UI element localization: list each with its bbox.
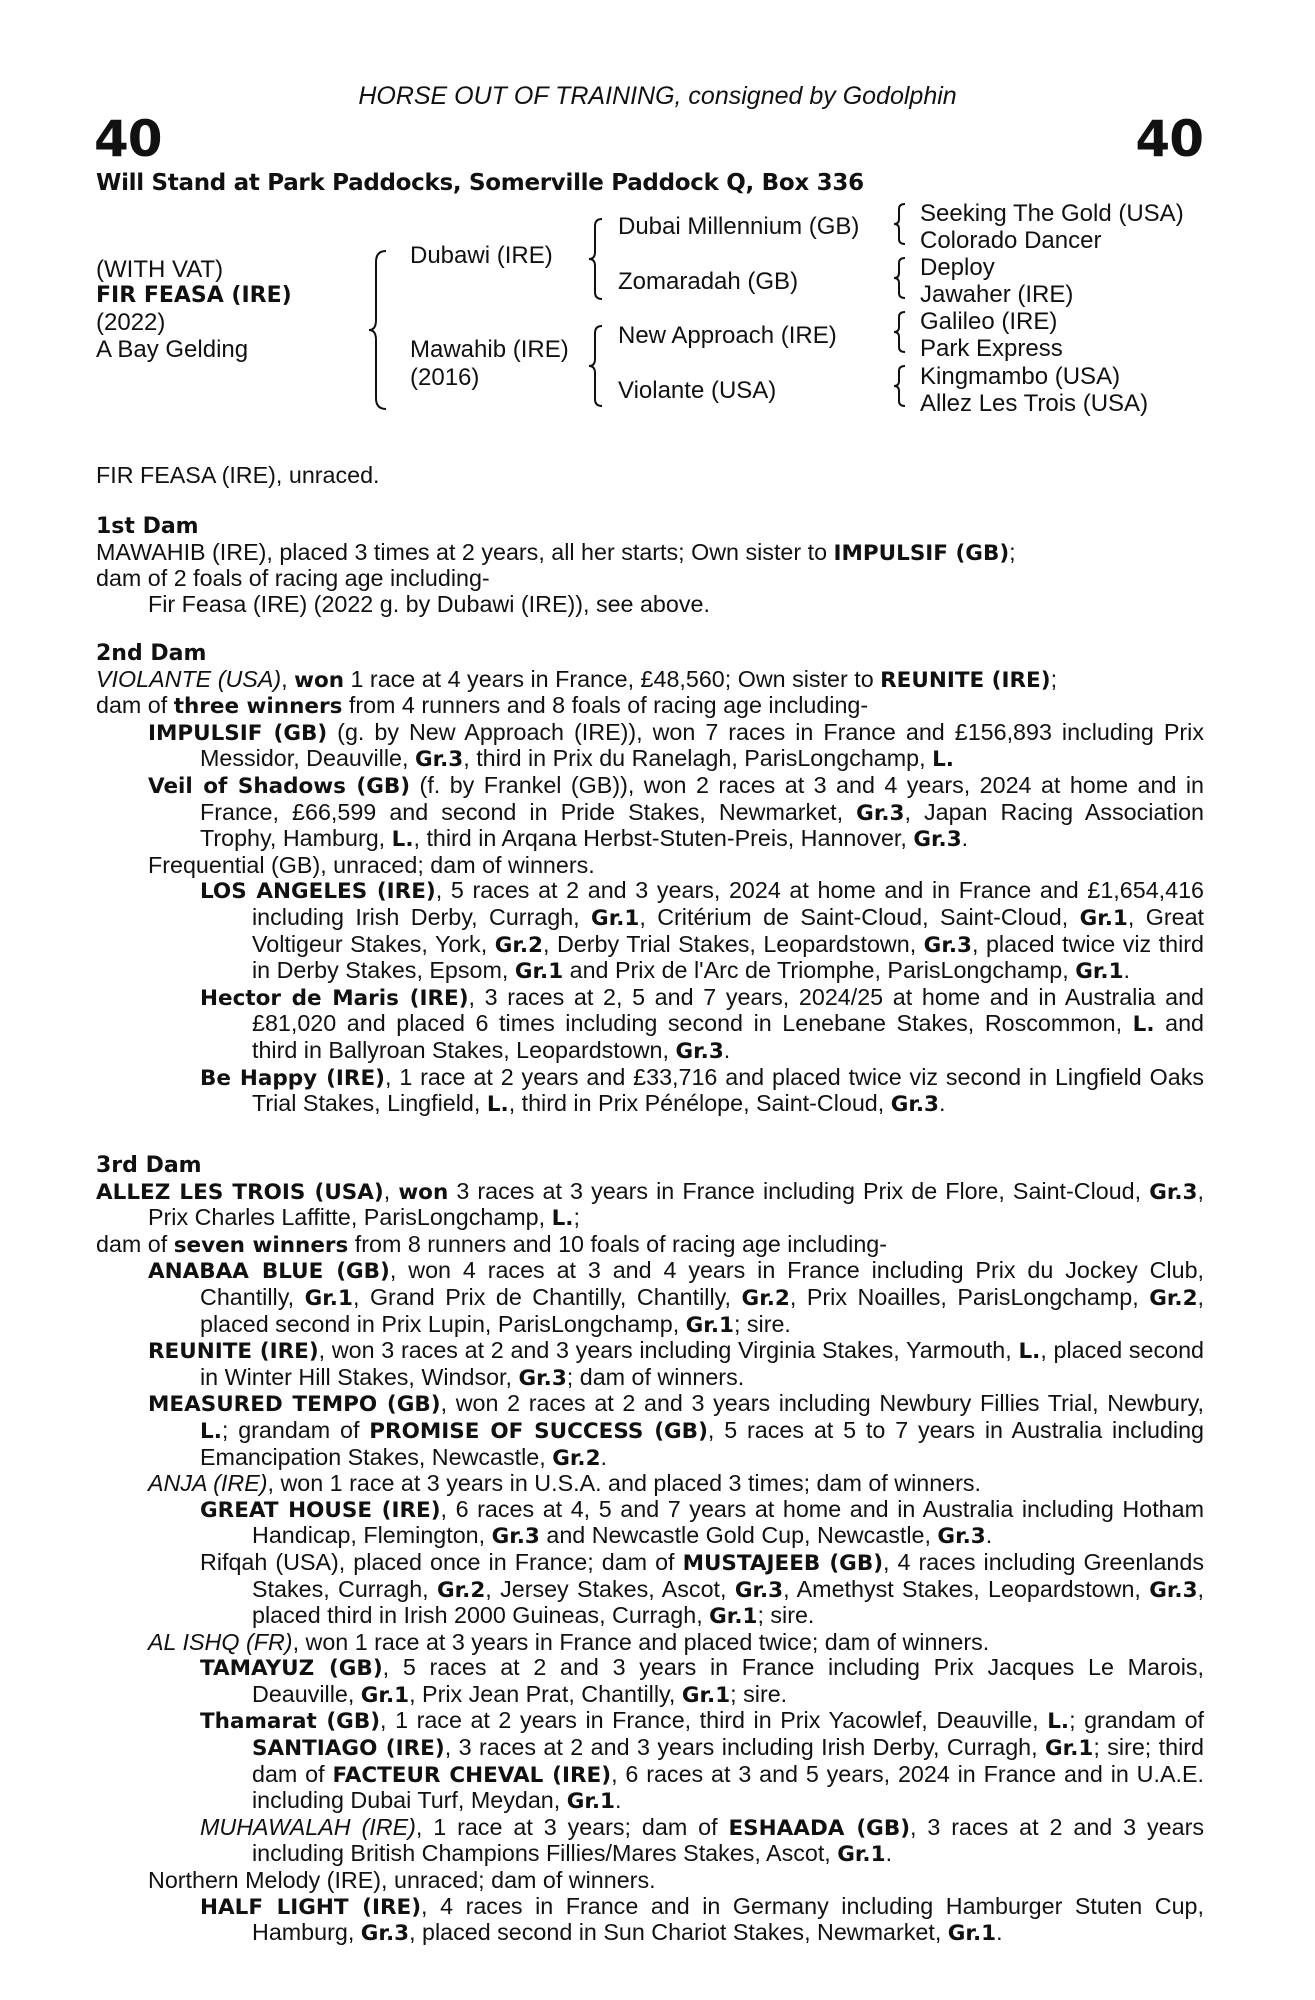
third-dam-section bbox=[96, 1153, 1204, 1947]
first-dam-foal: Fir Feasa (IRE) (2022 g. by Dubawi (IRE)), see above. bbox=[148, 590, 710, 617]
produce-measured-tempo: MEASURED TEMPO (GB), won 2 races at 2 and 3 years including Newbury Fillies Trial, Newbury, L.; grandam of PROMISE OF SUCCESS (GB), 5 races at 5 to 7 years in Australia including Emancipation Stakes, Newcastle, Gr.2. bbox=[148, 1390, 1204, 1471]
first-dam-produce: dam of 2 foals of racing age including- bbox=[96, 565, 490, 592]
lot-number-left: 40 bbox=[94, 110, 162, 168]
pedigree-sire-sire: Dubai Millennium (GB) bbox=[618, 213, 860, 240]
produce-veil-of-shadows: Veil of Shadows (GB) (f. by Frankel (GB)), won 2 races at 3 and 4 years, 2024 at home and in France, £66,599 and second in Pride Stakes, Newmarket, Gr.3, Japan Racing Association Trophy, Hamburg, L., third in Arqana Herbst-Stuten-Preis, Hannover, Gr.3. bbox=[148, 771, 1204, 853]
horse-name: FIR FEASA (IRE) bbox=[96, 283, 292, 308]
produce-thamarat: Thamarat (GB), 1 race at 2 years in France, third in Prix Yacowlef, Deauville, L.; grandam of SANTIAGO (IRE), 3 races at 2 and 3 years including Irish Derby, Curragh, Gr.1; sire; third dam of FACTEUR CHEVAL (IRE), 6 races at 3 and 5 years, 2024 in France and in U.A.E. including Dubai Turf, Meydan, Gr.1. bbox=[200, 1707, 1205, 1815]
produce-muhawalah: MUHAWALAH (IRE), 1 race at 3 years; dam of ESHAADA (GB), 3 races at 2 and 3 years including British Champions Fillies/Mares Stakes, Ascot, Gr.1. bbox=[200, 1813, 1205, 1868]
pedigree-sire-dam: Zomaradah (GB) bbox=[618, 268, 799, 295]
lot-number-right: 40 bbox=[1135, 110, 1203, 168]
first-dam-heading: 1st Dam bbox=[96, 514, 199, 539]
first-dam-line: MAWAHIB (IRE), placed 3 times at 2 years, all her starts; Own sister to IMPULSIF (GB); bbox=[96, 538, 1016, 566]
third-dam-heading: 3rd Dam bbox=[96, 1153, 202, 1178]
pedigree-g2: Colorado Dancer bbox=[920, 227, 1102, 254]
produce-rifqah: Rifqah (USA), placed once in France; dam of MUSTAJEEB (GB), 4 races including Greenlands Stakes, Curragh, Gr.2, Jersey Stakes, Ascot, Gr.3, Amethyst Stakes, Leopardstown, Gr.3, placed third in Irish 2000 Guineas, Curragh, Gr.1; sire. bbox=[200, 1548, 1205, 1630]
catalogue-header: HORSE OUT OF TRAINING, consigned by Godolphin bbox=[358, 82, 957, 110]
produce-be-happy: Be Happy (IRE), 1 race at 2 years and £33,716 and placed twice viz second in Lingfield Oaks Trial Stakes, Lingfield, L., third in Prix Pénélope, Saint-Cloud, Gr.3. bbox=[200, 1063, 1204, 1118]
second-dam-section bbox=[96, 641, 1204, 1118]
pedigree-dam-sire: New Approach (IRE) bbox=[618, 322, 837, 349]
third-dam-produce: dam of seven winners from 8 runners and 10 foals of racing age including- bbox=[96, 1230, 888, 1258]
second-dam-line: VIOLANTE (USA), won 1 race at 4 years in France, £48,560; Own sister to REUNITE (IRE); bbox=[96, 665, 1058, 693]
pedigree-sire: Dubawi (IRE) bbox=[410, 242, 553, 269]
produce-tamayuz: TAMAYUZ (GB), 5 races at 2 and 3 years in France including Prix Jacques Le Marois, Deauville, Gr.1, Prix Jean Prat, Chantilly, Gr.1; sire. bbox=[200, 1654, 1204, 1708]
pedigree-g3: Deploy bbox=[920, 254, 995, 281]
pedigree-bracket-g2 bbox=[893, 257, 911, 299]
pedigree-bracket-sire bbox=[588, 218, 608, 300]
produce-half-light: HALF LIGHT (IRE), 4 races in France and in Germany including Hamburger Stuten Cup, Hamburg, Gr.3, placed second in Sun Chariot Stakes, Newmarket, Gr.1. bbox=[200, 1892, 1204, 1947]
produce-hector-de-maris: Hector de Maris (IRE), 3 races at 2, 5 and 7 years, 2024/25 at home and in Australia and £81,020 and placed 6 times including second in Lenebane Stakes, Roscommon, L. and third in Ballyroan Stakes, Leopardstown, Gr.3. bbox=[200, 983, 1205, 1064]
pedigree-g7: Kingmambo (USA) bbox=[920, 363, 1121, 390]
horse-year: (2022) bbox=[96, 309, 166, 336]
pedigree-dam-dam: Violante (USA) bbox=[618, 377, 777, 404]
pedigree-g8: Allez Les Trois (USA) bbox=[920, 390, 1149, 417]
produce-al-ishq: AL ISHQ (FR), won 1 race at 3 years in France and placed twice; dam of winners. bbox=[148, 1628, 990, 1655]
third-dam-line: ALLEZ LES TROIS (USA), won 3 races at 3 years in France including Prix de Flore, Saint-Cloud, Gr.3, Prix Charles Laffitte, ParisLongchamp, L.; bbox=[96, 1177, 1204, 1232]
produce-anja: ANJA (IRE), won 1 race at 3 years in U.S.A. and placed 3 times; dam of winners. bbox=[148, 1470, 982, 1497]
second-dam-produce: dam of three winners from 4 runners and 8 foals of racing age including- bbox=[96, 692, 869, 720]
stand-location: Will Stand at Park Paddocks, Somerville Paddock Q, Box 336 bbox=[96, 170, 864, 196]
produce-los-angeles: LOS ANGELES (IRE), 5 races at 2 and 3 years, 2024 at home and in France and £1,654,416 including Irish Derby, Curragh, Gr.1, Critérium de Saint-Cloud, Saint-Cloud, Gr.1, Great Voltigeur Stakes, York, Gr.2, Derby Trial Stakes, Leopardstown, Gr.3, placed twice viz third in Derby Stakes, Epsom, Gr.1 and Prix de l'Arc de Triomphe, ParisLongchamp, Gr.1. bbox=[200, 877, 1204, 985]
horse-description: A Bay Gelding bbox=[96, 336, 249, 363]
pedigree-dam: Mawahib (IRE) bbox=[410, 336, 569, 363]
pedigree-g4: Jawaher (IRE) bbox=[920, 281, 1074, 308]
pedigree-bracket-g4 bbox=[893, 365, 911, 407]
intro-section bbox=[96, 463, 1204, 489]
produce-reunite: REUNITE (IRE), won 3 races at 2 and 3 years including Virginia Stakes, Yarmouth, L., placed second in Winter Hill Stakes, Windsor, Gr.3; dam of winners. bbox=[148, 1337, 1204, 1391]
first-dam-section bbox=[96, 514, 1204, 617]
pedigree-bracket-g1 bbox=[893, 203, 911, 245]
horse-vat: (WITH VAT) bbox=[96, 256, 224, 283]
pedigree-bracket-dam bbox=[588, 325, 608, 407]
pedigree-g1: Seeking The Gold (USA) bbox=[920, 200, 1184, 227]
pedigree-g6: Park Express bbox=[920, 335, 1063, 362]
pedigree-dam-year: (2016) bbox=[410, 364, 480, 391]
pedigree-bracket-g3 bbox=[893, 311, 911, 353]
intro-line: FIR FEASA (IRE), unraced. bbox=[96, 462, 380, 488]
produce-northern-melody: Northern Melody (IRE), unraced; dam of winners. bbox=[148, 1867, 656, 1894]
second-dam-heading: 2nd Dam bbox=[96, 641, 207, 666]
pedigree-bracket-main bbox=[368, 250, 392, 410]
produce-great-house: GREAT HOUSE (IRE), 6 races at 4, 5 and 7 years at home and in Australia including Hotham Handicap, Flemington, Gr.3 and Newcastle Gold Cup, Newcastle, Gr.3. bbox=[200, 1495, 1204, 1550]
produce-impulsif: IMPULSIF (GB) (g. by New Approach (IRE)), won 7 races in France and £156,893 including Prix Messidor, Deauville, Gr.3, third in Prix du Ranelagh, ParisLongchamp, L. bbox=[148, 718, 1204, 773]
pedigree-g5: Galileo (IRE) bbox=[920, 308, 1058, 335]
produce-anabaa-blue: ANABAA BLUE (GB), won 4 races at 3 and 4 years in France including Prix du Jockey Club, Chantilly, Gr.1, Grand Prix de Chantilly, Chantilly, Gr.2, Prix Noailles, ParisLongchamp, Gr.2, placed second in Prix Lupin, ParisLongchamp, Gr.1; sire. bbox=[148, 1257, 1205, 1338]
produce-frequential: Frequential (GB), unraced; dam of winners. bbox=[148, 851, 595, 878]
